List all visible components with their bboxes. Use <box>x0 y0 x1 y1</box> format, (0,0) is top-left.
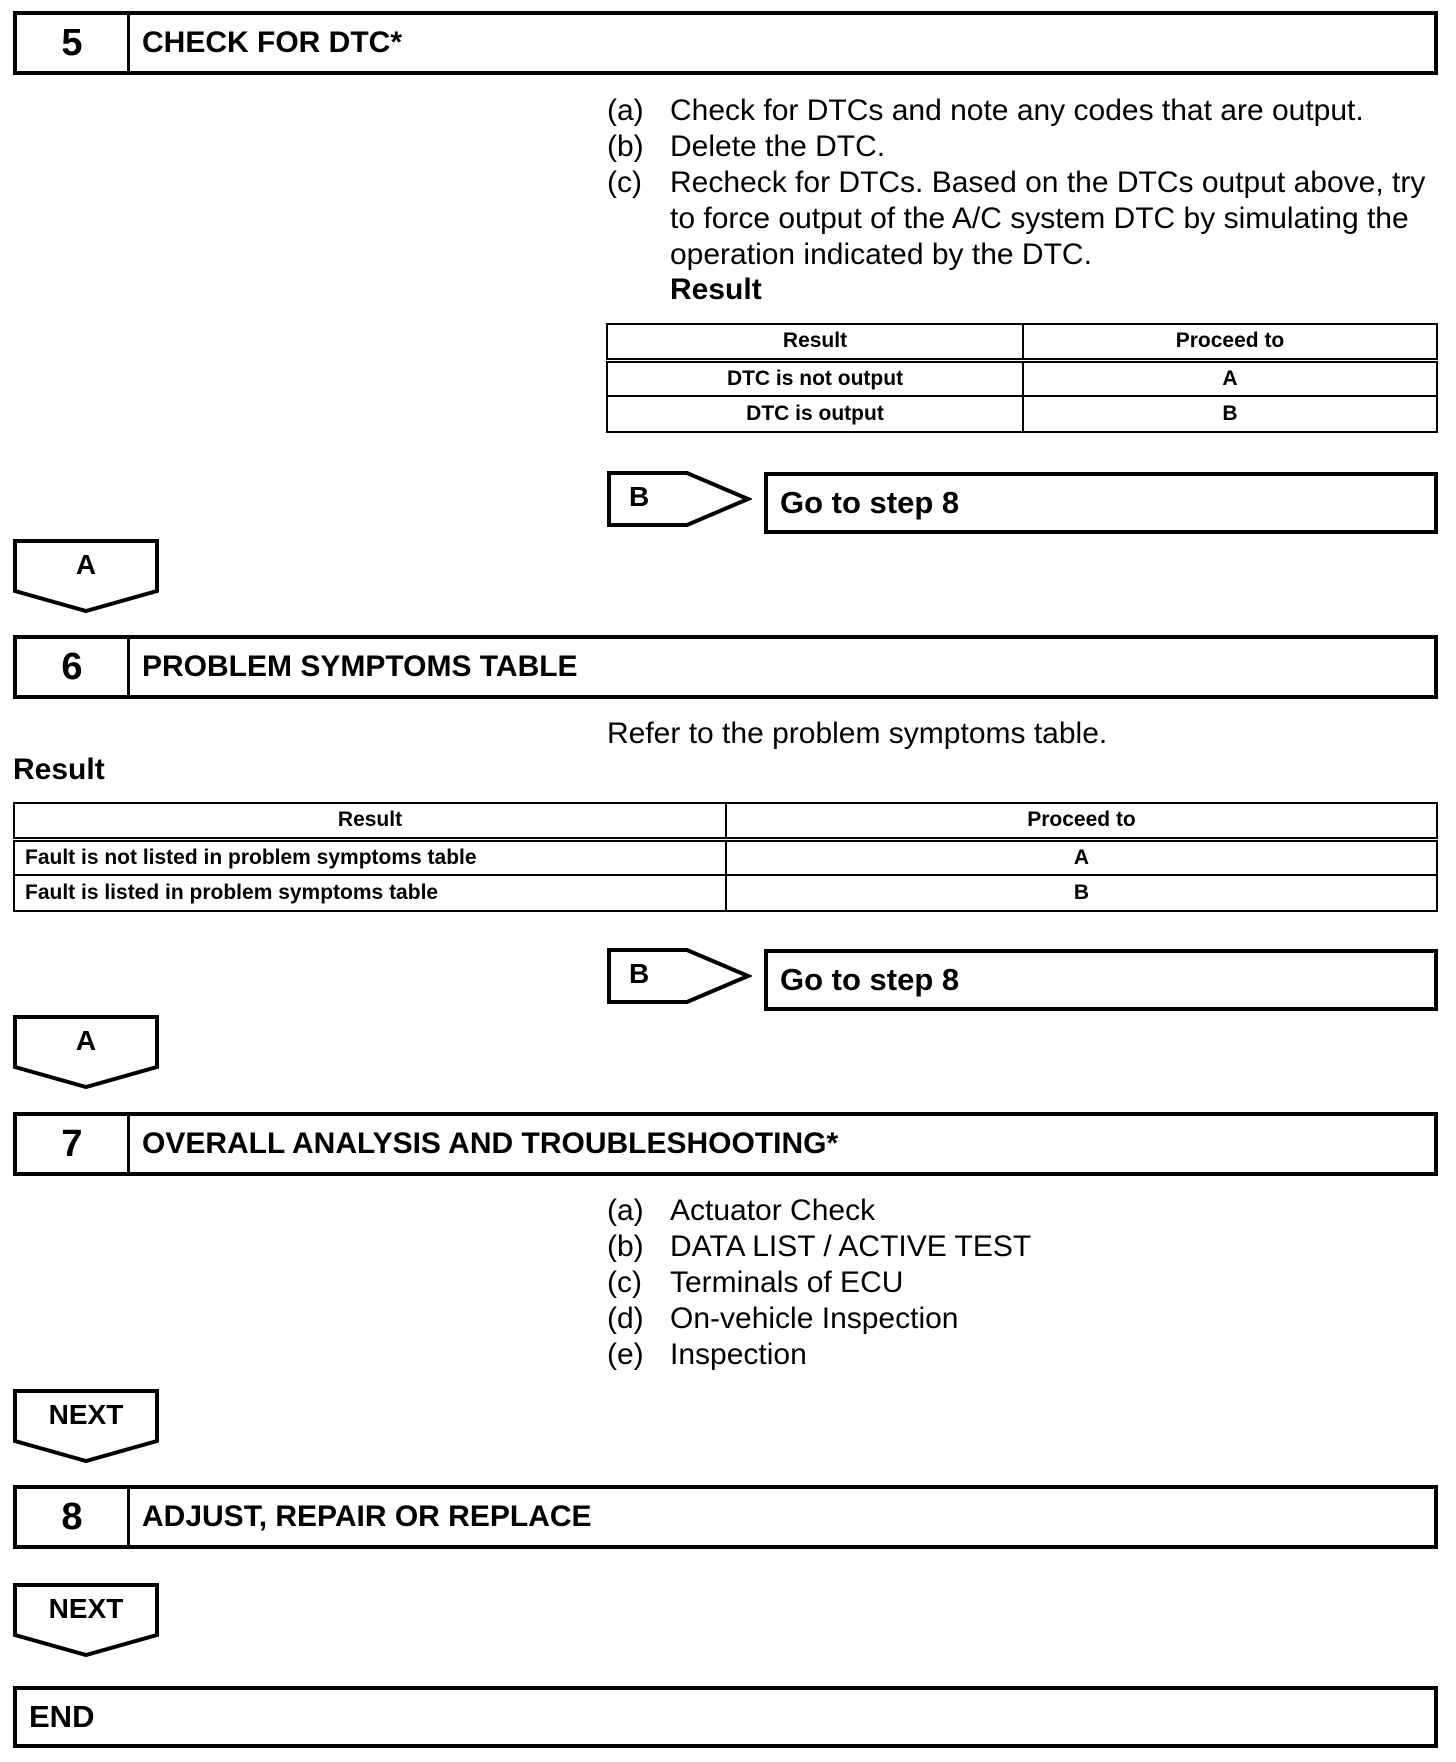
table-header: Proceed to <box>1023 324 1437 360</box>
branch-b-arrow: B <box>607 948 752 1004</box>
step-5-header <box>13 11 1438 75</box>
goto-step-8: Go to step 8 <box>764 949 1438 1011</box>
table-row: Fault is listed in problem symptoms table B <box>14 875 1437 911</box>
goto-step-8: Go to step 8 <box>764 472 1438 534</box>
result-heading: Result <box>670 273 762 306</box>
step-title: OVERALL ANALYSIS AND TROUBLESHOOTING* <box>142 1127 839 1160</box>
next-arrow: NEXT <box>13 1583 159 1657</box>
next-arrow: NEXT <box>13 1389 159 1463</box>
continue-a-arrow: A <box>13 1015 159 1089</box>
table-header: Result <box>607 324 1023 360</box>
step-7-items <box>607 1193 1450 1373</box>
step-6-header <box>13 635 1438 699</box>
continue-a-arrow: A <box>13 539 159 613</box>
step-number: 6 <box>17 639 130 695</box>
branch-b-arrow: B <box>607 471 752 527</box>
instruction-item: (c) Recheck for DTCs. Based on the DTCs output above, try to force output of the A/C system DTC by simulating the operation indicated by the DTC. <box>607 166 1426 271</box>
step-8-header <box>13 1485 1438 1549</box>
step-7-header <box>13 1112 1438 1176</box>
list-item: (d) On-vehicle Inspection <box>607 1302 959 1335</box>
step-6-result-table <box>13 802 1438 912</box>
step-title: PROBLEM SYMPTOMS TABLE <box>142 650 578 683</box>
table-header: Result <box>14 803 726 839</box>
step-number: 8 <box>17 1489 130 1545</box>
step-6-instruction: Refer to the problem symptoms table. <box>607 717 1108 750</box>
table-row: DTC is not output A <box>607 360 1437 396</box>
list-item: (b) DATA LIST / ACTIVE TEST <box>607 1230 1032 1263</box>
instruction-item: (b) Delete the DTC. <box>607 130 886 163</box>
step-number: 7 <box>17 1116 130 1172</box>
step-title: ADJUST, REPAIR OR REPLACE <box>142 1500 592 1533</box>
list-item: (a) Actuator Check <box>607 1194 876 1227</box>
list-item: (e) Inspection <box>607 1338 807 1371</box>
step-5-instructions <box>607 93 1450 273</box>
table-header: Proceed to <box>726 803 1437 839</box>
step-number: 5 <box>17 15 130 71</box>
table-row: DTC is output B <box>607 396 1437 432</box>
list-item: (c) Terminals of ECU <box>607 1266 904 1299</box>
result-heading: Result <box>13 753 105 786</box>
step-5-result-table <box>606 323 1438 433</box>
step-title: CHECK FOR DTC* <box>142 26 402 59</box>
instruction-item: (a) Check for DTCs and note any codes that are output. <box>607 94 1364 127</box>
table-row: Fault is not listed in problem symptoms table A <box>14 839 1437 875</box>
end-box: END <box>13 1686 1438 1748</box>
